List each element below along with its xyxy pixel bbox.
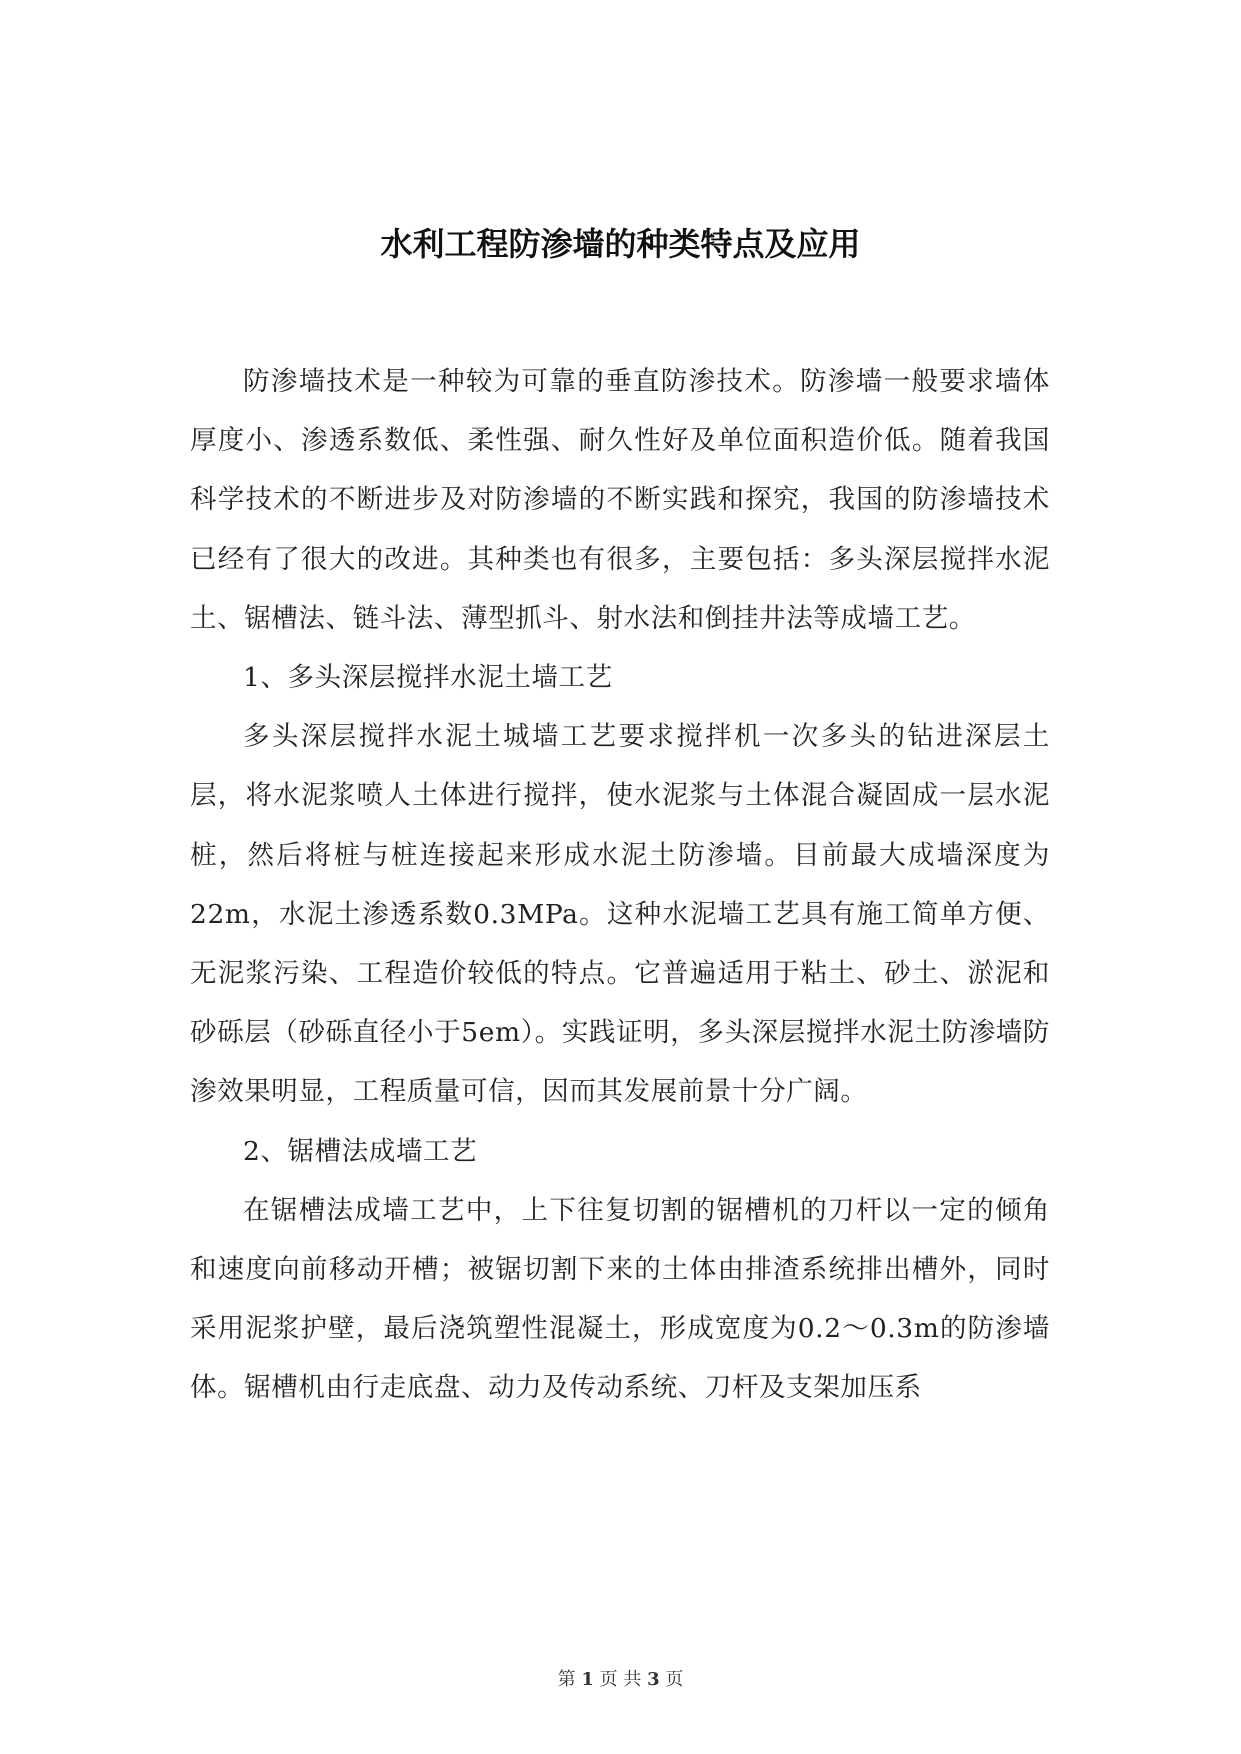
page-footer — [0, 1668, 1241, 1692]
section-2-paragraph: 在锯槽法成墙工艺中，上下往复切割的锯槽机的刀杆以一定的倾角和速度向前移动开槽；被锯切割下来的土体由排渣系统排出槽外，同时采用泥浆护壁，最后浇筑塑性混凝土，形成宽度为0.2～0.3m的防渗墙体。锯槽机由行走底盘、动力及传动系统、刀杆及支架加压系 — [190, 1194, 1050, 1404]
document-title: 水利工程防渗墙的种类特点及应用 — [380, 225, 861, 263]
footer-page-number: 1 — [581, 1669, 594, 1690]
footer-total-pages: 3 — [647, 1669, 660, 1690]
intro-paragraph: 防渗墙技术是一种较为可靠的垂直防渗技术。防渗墙一般要求墙体厚度小、渗透系数低、柔性强、耐久性好及单位面积造价低。随着我国科学技术的不断进步及对防渗墙的不断实践和探究，我国的防渗墙技术已经有了很大的改进。其种类也有很多，主要包括：多头深层搅拌水泥土、锯槽法、链斗法、薄型抓斗、射水法和倒挂井法等成墙工艺。 — [190, 366, 1050, 634]
section-heading-1: 1、多头深层搅拌水泥土墙工艺 — [243, 662, 613, 694]
document-body — [190, 352, 1050, 1418]
section-1-paragraph: 多头深层搅拌水泥土城墙工艺要求搅拌机一次多头的钻进深层土层，将水泥浆喷人土体进行搅拌，使水泥浆与土体混合凝固成一层水泥桩，然后将桩与桩连接起来形成水泥土防渗墙。目前最大成墙深度为22m，水泥土渗透系数0.3MPa。这种水泥墙工艺具有施工简单方便、无泥浆污染、工程造价较低的特点。它普遍适用于粘土、砂土、淤泥和砂砾层（砂砾直径小于5em）。实践证明，多头深层搅拌水泥土防渗墙防渗效果明显，工程质量可信，因而其发展前景十分广阔。 — [190, 721, 1050, 1108]
section-heading-2: 2、锯槽法成墙工艺 — [243, 1135, 478, 1167]
footer-middle: 页 共 — [599, 1669, 642, 1690]
footer-prefix: 第 — [557, 1669, 576, 1690]
footer-suffix: 页 — [665, 1669, 684, 1690]
